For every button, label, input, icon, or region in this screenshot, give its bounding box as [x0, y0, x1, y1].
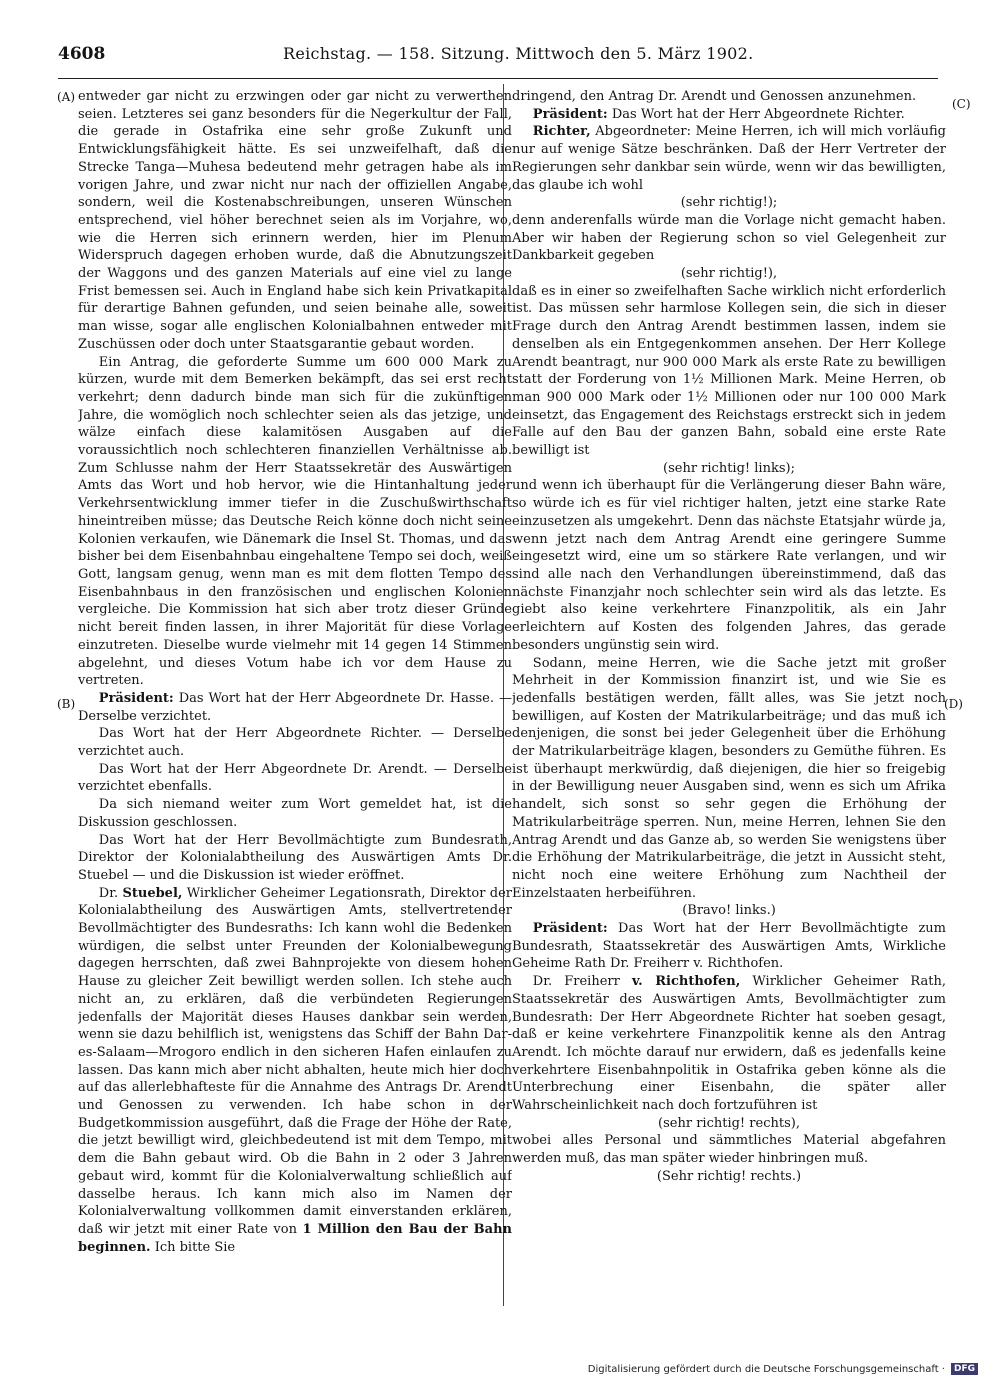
paragraph: daß es in einer so zweifelhaften Sache wirklich nicht erforderlich ist. Das müssen sehr harmlose Kollegen sein, die sich in dieser Frage durch den Antrag Arendt bestimmen lassen, indem sie denselben als ein Entgegenkommen ansehen. Der Herr Kollege Arendt beantragt, nur 900 000 Mark als erste Rate zu bewilligen statt der Forderung von 1½ Millionen Mark. Meine Herren, ob man 900 000 Mark oder 1½ Millionen oder nur 100 000 Mark einsetzt, das Engagement des Reichstags erstreckt sich in jedem Falle auf den Bau der ganzen Bahn, sobald eine erste Rate bewilligt ist [512, 283, 946, 459]
paragraph-text: Wirklicher Geheimer Rath, Staatssekretär des Auswärtigen Amts, Bevollmächtigter zum Bundesrath: Der Herr Abgeordnete Richter hat soeben gesagt, daß er keine verkehrtere Finanzpolitik kenne als den Antrag Arendt. Ich möchte darauf nur erwidern, daß es jedenfalls keine verkehrtere Eisenbahnpolitik in Ostafrika geben könne als die Unterbrechung einer Eisenbahn, die später aller Wahrscheinlichkeit nach doch fortzuführen ist [512, 974, 946, 1114]
paragraph: Sodann, meine Herren, wie die Sache jetzt mit großer Mehrheit in der Kommission finanzirt ist, und wie Sie es jedenfalls bestätigen werden, fällt alles, was Sie jetzt noch bewilligen, auf Kosten der Matrikularbeiträge; und das muß ich denjenigen, die sonst bei jeder Gelegenheit über die Erhöhung der Matrikularbeiträge klagen, besonders zu Gemüthe führen. Es ist überhaupt merkwürdig, daß diejenigen, die hier so freigebig in der Bewilligung neuer Ausgaben sind, wenn es sich um Afrika handelt, sich sonst so sehr gegen die Erhöhung der Matrikularbeiträge sperren. Nun, meine Herren, lehnen Sie den Antrag Arendt und das Ganze ab, so werden Sie wenigstens über die Erhöhung der Matrikularbeiträge, die jetzt in Aussicht steht, nicht noch eine weitere Erhöhung zum Nachtheil der Einzelstaaten herbeiführen. [512, 655, 946, 901]
speaker-prefix: Dr. [98, 885, 119, 901]
paragraph [512, 106, 946, 124]
paragraph [78, 690, 512, 725]
margin-marker-a: (A) [57, 90, 76, 104]
paragraph-text: Abgeordneter: Meine Herren, ich will mich vorläufig nur auf wenige Sätze beschränken. Daß der Herr Vertreter der Regierungen sehr dankbar sein würde, wenn wir das bewilligten, das glaube ich wohl [512, 124, 946, 193]
dfg-logo-icon: DFG [951, 1363, 978, 1375]
paragraph: wobei alles Personal und sämmtliches Material abgefahren werden muß, das man später wieder hinbringen muß. [512, 1133, 946, 1167]
speaker-prefix: Dr. Freiherr [532, 974, 620, 990]
paragraph: Das Wort hat der Herr Bevollmächtigte zum Bundesrath, Direktor der Kolonialabtheilung des Auswärtigen Amts Dr. Stuebel — und die Diskussion ist wieder eröffnet. [78, 832, 512, 883]
header-rule [58, 78, 938, 79]
paragraph [78, 885, 512, 1257]
paragraph: Ein Antrag, die geforderte Summe um 600 000 Mark zu kürzen, wurde mit dem Bemerken bekämpft, das sei erst recht verkehrt; denn dadurch binde man sich für die zukünftigen Jahre, die womöglich noch schlechter seien als das jetzige, und wälze einfach diese kalamitösen Ausgaben auf die voraussichtlich noch schlechteren finanziellen Verhältnisse ab. Zum Schlusse nahm der Herr Staatssekretär des Auswärtigen Amts das Wort und hob hervor, wie die Hintanhaltung jeder Verkehrsentwicklung immer tiefer in die Zuschußwirthschaft hineintreiben müsse; das Deutsche Reich könne doch nicht seine Kolonien verkaufen, wie Dänemark die Insel St. Thomas, und das bisher bei dem Eisenbahnbau eingehaltene Tempo sei doch, weiß Gott, langsam genug, wenn man es mit dem flotten Tempo des Eisenbahnbaus in den französischen und englischen Kolonien vergleiche. Die Kommission hat sich aber trotz dieser Gründe nicht bereit finden lassen, in ihrer Majorität für diese Vorlage einzutreten. Dieselbe wurde vielmehr mit 14 gegen 14 Stimmen abgelehnt, und dieses Votum habe ich vor dem Hause zu vertreten. [78, 354, 512, 689]
interjection: (Sehr richtig! rechts.) [656, 1168, 802, 1184]
interjection: (sehr richtig! rechts), [658, 1115, 800, 1131]
interjection: (sehr richtig! links); [663, 460, 795, 476]
speaker-label: Präsident: [532, 921, 608, 937]
running-title: Reichstag. — 158. Sitzung. Mittwoch den 5. März 1902. [283, 44, 754, 63]
interjection: (Bravo! links.) [682, 903, 776, 919]
paragraph: und wenn ich überhaupt für die Verlängerung dieser Bahn wäre, so würde ich es für viel richtiger halten, jetzt eine starke Rate einzusetzen als umgekehrt. Denn das nächste Etatsjahr würde ja, wenn jetzt nach dem Antrag Arendt eine geringere Summe eingesetzt wird, eine um so stärkere Rate verlangen, und wir sind alle nach den Verhandlungen übereinstimmend, daß das nächste Finanzjahr noch schlechter sein wird als das letzte. Es giebt also keine verkehrtere Finanzpolitik, als ein Jahr erleichtern auf Kosten des folgenden Jahres, das gerade besonders ungünstig sein wird. [512, 478, 946, 653]
speaker-label: Präsident: [98, 690, 174, 706]
paragraph: Da sich niemand weiter zum Wort gemeldet hat, ist die Diskussion geschlossen. [78, 797, 512, 830]
speaker-name: Richter, [532, 124, 591, 140]
interjection: (sehr richtig!), [680, 266, 778, 282]
paragraph-text: Wirklicher Geheimer Legationsrath, Direktor der Kolonialabtheilung des Auswärtigen Amts, stellvertretender Bevollmächtigter des Bundesraths: Ich kann wohl die Bedenken würdigen, die selbst unter Freunden der Kolonialbewegung dagegen herrschten, daß zwei Bahnprojekte von diesem hohen Hause zu gleicher Zeit bewilligt werden sollen. Ich stehe auch nicht an, zu erklären, daß die verbündeten Regierungen jedenfalls der Majorität dieses Hauses dankbar sein werden, wenn sie dazu behilflich ist, wenigstens das Schiff der Bahn Dar-es-Salaam—Mrogoro endlich in den sicheren Hafen einlaufen zu lassen. Das kann mich aber nicht abhalten, heute mich hier doch auf das allerlebhafteste für die Annahme des Antrags Dr. Arendt und Genossen zu verwenden. Ich habe schon in der Budgetkommission ausgeführt, daß die Frage der Höhe der Rate, die jetzt bewilligt wird, gleichbedeutend ist mit dem Tempo, mit dem die Bahn gebaut wird. Ob die Bahn in 2 oder 3 Jahren gebaut wird, kommt für die Kolonialverwaltung schließlich auf dasselbe heraus. Ich kann mich also im Namen der Kolonialverwaltung vollkommen damit einverstanden erklären, daß wir jetzt mit einer Rate von [78, 885, 512, 1237]
paragraph-text: Das Wort hat der Herr Bevollmächtigte zum Bundesrath, Staatssekretär des Auswärtigen Amts, Wirkliche Geheime Rath Dr. Freiherr v. Richthofen. [512, 921, 946, 972]
left-column [78, 88, 512, 1300]
margin-marker-c: (C) [952, 97, 971, 111]
right-column [512, 88, 946, 1300]
margin-marker-b: (B) [57, 697, 76, 711]
digitization-credit [588, 1363, 978, 1375]
paragraph-text: Das Wort hat der Herr Abgeordnete Dr. Hasse. — Derselbe verzichtet. [78, 690, 512, 724]
paragraph: denn anderenfalls würde man die Vorlage nicht gemacht haben. Aber wir haben der Regierung schon so viel Gelegenheit zur Dankbarkeit gegeben [512, 212, 946, 264]
paragraph: Das Wort hat der Herr Abgeordnete Richter. — Derselbe verzichtet auch. [78, 726, 512, 760]
speaker-label: Präsident: [532, 106, 608, 122]
paragraph-text: Ich bitte Sie [154, 1239, 236, 1255]
paragraph [512, 973, 946, 1115]
paragraph-text: Das Wort hat der Herr Abgeordnete Richter. [611, 106, 905, 122]
interjection: (sehr richtig!); [680, 195, 778, 211]
paragraph [512, 920, 946, 973]
emphasis-text: 1 Million den Bau der Bahn beginnen. [78, 1222, 512, 1255]
credit-text: Digitalisierung gefördert durch die Deutsche Forschungsgemeinschaft · [587, 1363, 945, 1375]
paragraph: dringend, den Antrag Dr. Arendt und Genossen anzunehmen. [512, 89, 917, 104]
page-header [58, 44, 938, 70]
paragraph [512, 123, 946, 194]
page-number: 4608 [58, 44, 106, 64]
speaker-name: Stuebel, [122, 885, 183, 901]
paragraph: Das Wort hat der Herr Abgeordnete Dr. Arendt. — Derselbe verzichtet ebenfalls. [78, 761, 512, 795]
paragraph: entweder gar nicht zu erzwingen oder gar nicht zu verwerthen seien. Letzteres sei ganz besonders für die Negerkultur der Fall, die gerade in Ostafrika eine sehr große Zukunft und Entwicklungsfähigkeit hätte. Es sei unzweifelhaft, daß die Strecke Tanga—Muhesa bedeutend mehr getragen habe als im vorigen Jahre, und zwar nicht nur nach der offiziellen Angabe, sondern, weil die Kostenabschreibungen, unseren Wünschen entsprechend, viel höher berechnet seien als im Vorjahre, wo, wie die Herren sich erinnern werden, hier im Plenum Widerspruch dagegen erhoben wurde, daß die Abnutzungszeit der Waggons und des ganzen Materials auf eine viel zu lange Frist bemessen sei. Auch in England habe sich kein Privatkapital für derartige Bahnen gefunden, und seien beinahe alle, soweit man wisse, sogar alle englischen Kolonialbahnen entweder mit Zuschüssen oder doch unter Staatsgarantie gebaut worden. [78, 89, 512, 352]
speaker-name: v. Richthofen, [631, 974, 741, 990]
margin-marker-d: (D) [944, 697, 963, 711]
